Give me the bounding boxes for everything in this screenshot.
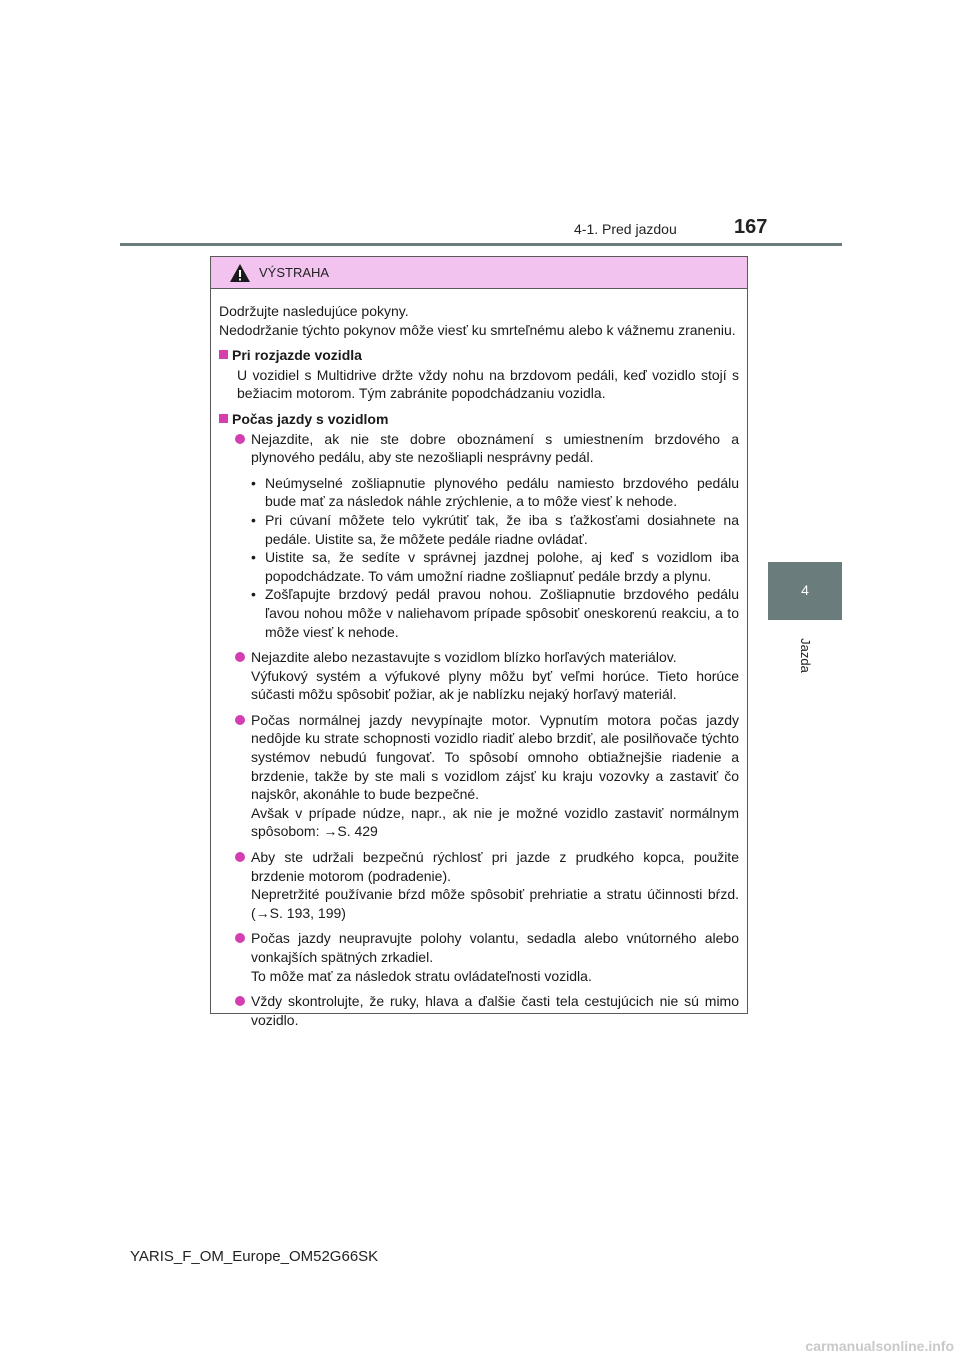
warning-title: VÝSTRAHA — [259, 265, 330, 280]
round-bullet-icon — [235, 996, 245, 1006]
sub-list-item: • Uistite sa, že sedíte v správnej jazdnej polohe, aj keď s vozidlom iba popodchádzate. To vám umožní riadne zošliapnuť pedále brzdy a plynu. — [251, 549, 739, 584]
sub-list — [219, 474, 739, 641]
chapter-number: 4 — [801, 582, 809, 598]
warning-triangle-icon — [229, 263, 251, 283]
square-bullet-icon — [219, 414, 228, 423]
list-item: Aby ste udržali bezpečnú rýchlosť pri jazde z prudkého kopca, použite brzdenie motorom (podradenie). Nepretržité používanie bŕzd môže spôsobiť prehriatie a stratu účinnosti bŕzd. (→S. 193, 199) — [219, 848, 739, 922]
document-id: YARIS_F_OM_Europe_OM52G66SK — [130, 1248, 379, 1265]
warning-header — [211, 257, 747, 289]
sub-list-item: • Neúmyselné zošliapnutie plynového pedálu namiesto brzdového pedálu bude mať za následok náhle zrýchlenie, a to môže viesť k nehode. — [251, 474, 739, 510]
square-bullet-icon — [219, 350, 228, 359]
section-title: 4-1. Pred jazdou — [574, 221, 677, 237]
sub-list-item: • Pri cúvaní môžete telo vykrútiť tak, že iba s ťažkosťami dosiahnete na pedále. Uistite sa, že môžete pedále riadne ovládať. — [251, 511, 739, 547]
sub-list-item: • Zošľapujte brzdový pedál pravou nohou. Zošliapnutie brzdového pedálu ľavou nohou môže v naliehavom prípade spôsobiť oneskorenú reakciu, a to môže viesť k nehode. — [251, 586, 739, 640]
page-reference-link[interactable]: Nepretržité používanie bŕzd môže spôsobiť prehriatie a stratu účinnosti bŕzd. (→S. 193, 199) — [251, 886, 739, 921]
section-heading: Pri rozjazde vozidla — [219, 346, 739, 365]
round-bullet-icon — [235, 434, 245, 444]
warning-box — [210, 256, 748, 1028]
list-item: Počas normálnej jazdy nevypínajte motor. Vypnutím motora počas jazdy nedôjde ku strate schopnosti vozidlo riadiť alebo brzdiť, ale posilňovače týchto systémov nebudú fungovať. To spôsobí omnoho obtiažnejšie riadenie a brzdenie, takže by ste mali s vozidlom zájsť ku kraju vozovky a zastaviť čo najskôr, akonáhle to bude bezpečné. Avšak v prípade núdze, napr., ak nie je možné vozidlo zastaviť normálnym spôsobom: →S. 429 — [219, 711, 739, 841]
page-reference-link[interactable]: Avšak v prípade núdze, napr., ak nie je možné vozidlo zastaviť normálnym spôsobom: →S. 429 — [251, 804, 739, 840]
intro-paragraph: Dodržujte nasledujúce pokyny. Nedodržanie týchto pokynov môže viesť ku smrteľnému alebo k vážnemu zraneniu. — [219, 303, 736, 338]
list-item: Počas jazdy neupravujte polohy volantu, sedadla alebo vnútorného alebo vonkajších spätných zrkadiel. To môže mať za následok stratu ovládateľnosti vozidla. — [219, 929, 739, 985]
header-divider — [120, 243, 842, 246]
page-number: 167 — [734, 216, 768, 238]
round-bullet-icon — [235, 652, 245, 662]
round-bullet-icon — [235, 852, 245, 862]
watermark: carmanualsonline.info — [805, 1338, 954, 1354]
chapter-label: Jazda — [797, 637, 813, 673]
round-bullet-icon — [235, 933, 245, 943]
list-item: Vždy skontrolujte, že ruky, hlava a ďalšie časti tela cestujúcich nie sú mimo vozidlo. — [219, 992, 739, 1029]
list-item: Nejazdite, ak nie ste dobre oboznámení s umiestnením brzdového a plynového pedálu, aby ste nezošliapli nesprávny pedál. — [219, 430, 739, 467]
section-heading: Počas jazdy s vozidlom — [219, 410, 739, 429]
list-item: Nejazdite alebo nezastavujte s vozidlom blízko horľavých materiálov. Výfukový systém a výfukové plyny môžu byť veľmi horúce. Tieto horúce súčasti môžu spôsobiť požiar, ak je nablízku nejaký horľavý materiál. — [219, 648, 739, 704]
round-bullet-icon — [235, 715, 245, 725]
section-text: U vozidiel s Multidrive držte vždy nohu na brzdovom pedáli, keď vozidlo stojí s bežiacim motorom. Tým zabránite popodchádzaniu vozidla. — [237, 366, 739, 402]
chapter-tab[interactable] — [768, 562, 842, 620]
warning-body — [211, 289, 747, 1029]
